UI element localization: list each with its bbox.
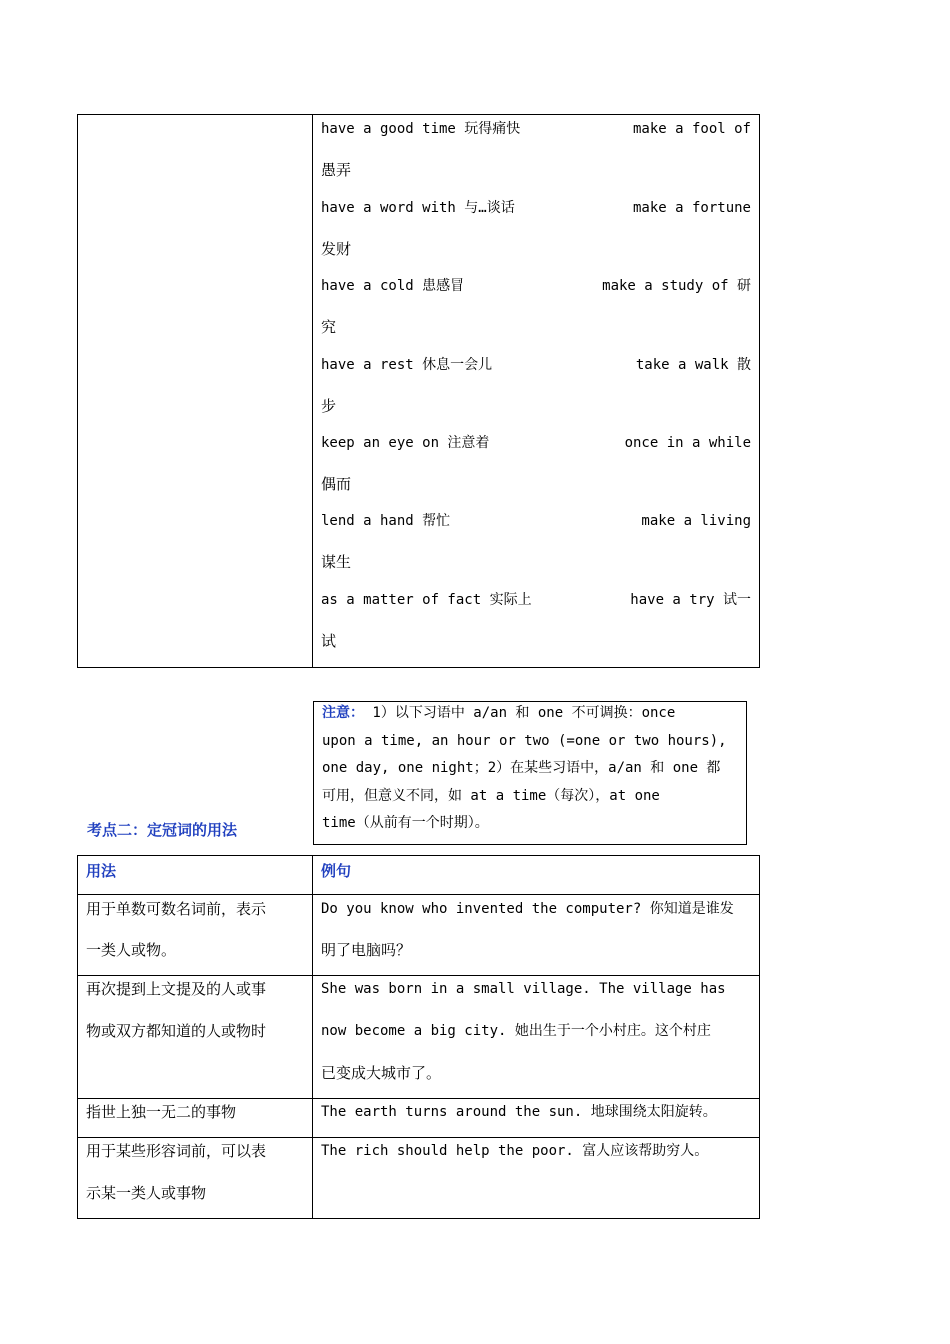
usage-text: 物或双方都知道的人或物时 bbox=[86, 1022, 267, 1040]
example-text: She was born in a small village. The village has bbox=[321, 981, 726, 997]
example-text: The earth turns around the sun. 地球围绕太阳旋转。 bbox=[321, 1104, 717, 1120]
usage-text: 用于某些形容词前，可以表 bbox=[86, 1142, 267, 1160]
note-text: 1）以下习语中 a/an 和 one 不可调换：once bbox=[364, 705, 676, 721]
phrase-left: have a cold 患感冒 bbox=[321, 278, 465, 294]
usage-cell bbox=[78, 895, 313, 975]
phrase-right: take a walk 散 bbox=[635, 357, 751, 373]
example-text: The rich should help the poor. 富人应该帮助穷人。 bbox=[321, 1143, 709, 1159]
phrase-left: have a word with 与…谈话 bbox=[321, 200, 515, 216]
table-header-row bbox=[78, 856, 759, 895]
phrase-line bbox=[321, 353, 751, 377]
phrase-table-left-cell bbox=[78, 115, 313, 667]
example-text: now become a big city. 她出生于一个小村庄。这个村庄 bbox=[321, 1023, 711, 1039]
phrase-continuation: 偶而 bbox=[321, 475, 352, 493]
usage-text: 一类人或物。 bbox=[86, 941, 177, 959]
note-box bbox=[313, 701, 747, 845]
note-label: 注意： bbox=[322, 705, 364, 721]
example-text: 明了电脑吗？ bbox=[321, 941, 412, 959]
usage-table bbox=[77, 855, 760, 1219]
phrase-right: make a living bbox=[641, 513, 751, 529]
phrase-table bbox=[77, 114, 760, 668]
phrase-continuation: 发财 bbox=[321, 240, 352, 258]
usage-text: 再次提到上文提及的人或事 bbox=[86, 980, 267, 998]
phrase-left: as a matter of fact 实际上 bbox=[321, 592, 532, 608]
phrase-continuation: 试 bbox=[321, 632, 337, 650]
table-row bbox=[78, 895, 759, 976]
phrase-continuation: 究 bbox=[321, 318, 337, 336]
phrase-right: make a fortune bbox=[632, 200, 751, 216]
note-line: one day, one night；2）在某些习语中，a/an 和 one 都 bbox=[322, 760, 721, 776]
note-line: 可用，但意义不同，如 at a time（每次），at one bbox=[322, 788, 660, 804]
usage-cell bbox=[78, 1138, 313, 1218]
note-line bbox=[322, 702, 675, 724]
phrase-table-right-cell bbox=[313, 115, 759, 667]
usage-text: 指世上独一无二的事物 bbox=[86, 1103, 237, 1121]
phrase-right: have a try 试一 bbox=[630, 592, 751, 608]
phrase-right: make a study of 研 bbox=[602, 278, 751, 294]
phrase-line bbox=[321, 509, 751, 533]
table-row bbox=[78, 976, 759, 1099]
phrase-left: have a rest 休息一会儿 bbox=[321, 357, 493, 373]
phrase-left: lend a hand 帮忙 bbox=[321, 513, 451, 529]
note-line: upon a time, an hour or two (=one or two hours), bbox=[322, 733, 727, 749]
example-text: 已变成大城市了。 bbox=[321, 1064, 442, 1082]
usage-cell bbox=[78, 976, 313, 1098]
header-example: 例句 bbox=[321, 862, 352, 880]
example-cell bbox=[313, 976, 759, 1098]
example-cell bbox=[313, 895, 759, 975]
header-cell-example bbox=[313, 856, 759, 894]
phrase-continuation: 愚弄 bbox=[321, 161, 352, 179]
phrase-line bbox=[321, 274, 751, 298]
phrase-right: make a fool of bbox=[632, 121, 751, 137]
table-row bbox=[78, 1138, 759, 1218]
header-cell-usage bbox=[78, 856, 313, 894]
example-cell bbox=[313, 1099, 759, 1137]
usage-text: 用于单数可数名词前，表示 bbox=[86, 900, 267, 918]
note-line: time（从前有一个时期）。 bbox=[322, 815, 489, 831]
usage-cell bbox=[78, 1099, 313, 1137]
example-cell bbox=[313, 1138, 759, 1218]
phrase-left: have a good time 玩得痛快 bbox=[321, 121, 521, 137]
section-title: 考点二：定冠词的用法 bbox=[87, 821, 238, 839]
phrase-right: once in a while bbox=[624, 435, 751, 451]
table-row bbox=[78, 1099, 759, 1138]
phrase-continuation: 步 bbox=[321, 397, 337, 415]
phrase-line bbox=[321, 117, 751, 141]
phrase-line bbox=[321, 196, 751, 220]
phrase-line bbox=[321, 431, 751, 455]
header-usage: 用法 bbox=[86, 862, 117, 880]
phrase-line bbox=[321, 588, 751, 612]
phrase-left: keep an eye on 注意着 bbox=[321, 435, 490, 451]
example-text: Do you know who invented the computer? 你知道是谁发 bbox=[321, 901, 734, 917]
usage-text: 示某一类人或事物 bbox=[86, 1184, 207, 1202]
phrase-continuation: 谋生 bbox=[321, 553, 352, 571]
